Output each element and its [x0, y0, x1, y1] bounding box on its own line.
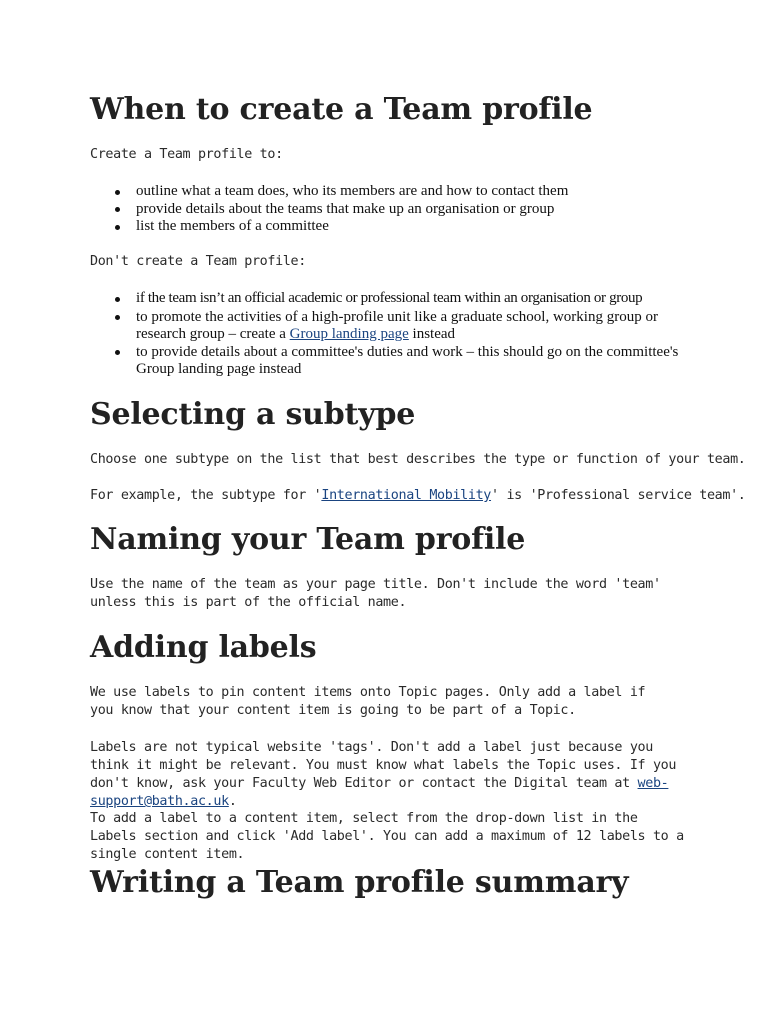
heading-when-to-create: When to create a Team profile [90, 92, 593, 127]
heading-team-profile-summary: Writing a Team profile summary [90, 865, 629, 900]
do-list [90, 183, 568, 236]
list-item: to provide details about a committee's duties and work – this should go on the committee's Group landing page instead [136, 344, 696, 379]
paragraph-text: . [228, 794, 237, 809]
list-item [136, 309, 696, 344]
labels-para-2 [90, 739, 680, 811]
paragraph-text: For example, the subtype for ' [90, 488, 322, 503]
subtype-para-2 [90, 487, 746, 505]
naming-para: Use the name of the team as your page title. Don't include the word 'team' unless this is part of the official name. [90, 577, 661, 610]
list-item: provide details about the teams that make up an organisation or group [136, 201, 568, 219]
international-mobility-link[interactable]: International Mobility [321, 488, 492, 503]
paragraph-text: Labels are not typical website 'tags'. Don't add a label just because you think it might be relevant. You must know what labels the Topic uses. If you don't know, ask your Faculty Web Editor or contact the Digital team at [90, 740, 677, 791]
heading-adding-labels: Adding labels [90, 630, 317, 665]
list-item-text: instead [408, 326, 456, 342]
labels-para-3: To add a label to a content item, select from the drop-down list in the Labels section and click 'Add label'. You can add a maximum of 12 labels to a single content item. [90, 811, 684, 862]
subtype-para-1: Choose one subtype on the list that best describes the type or function of your team. [90, 452, 746, 467]
dont-create-intro: Don't create a Team profile: [90, 254, 306, 269]
heading-selecting-subtype: Selecting a subtype [90, 397, 416, 432]
list-item: list the members of a committee [136, 218, 568, 236]
paragraph-text: ' is 'Professional service team'. [491, 488, 746, 503]
group-landing-page-link[interactable]: Group landing page [289, 326, 409, 342]
labels-para-1: We use labels to pin content items onto Topic pages. Only add a label if you know that your content item is going to be part of a Topic. [90, 685, 646, 718]
list-item: if the team isn’t an official academic or professional team within an organisation or group [136, 290, 696, 308]
list-item: outline what a team does, who its members are and how to contact them [136, 183, 569, 199]
web-support-email-link[interactable]: web-support@bath.ac.uk [90, 776, 669, 809]
dont-list [90, 290, 696, 379]
heading-naming: Naming your Team profile [90, 522, 526, 557]
list-item-text: to promote the activities of a high-profile unit like a graduate school, working group or research group – create a [136, 308, 658, 342]
create-intro: Create a Team profile to: [90, 147, 283, 162]
